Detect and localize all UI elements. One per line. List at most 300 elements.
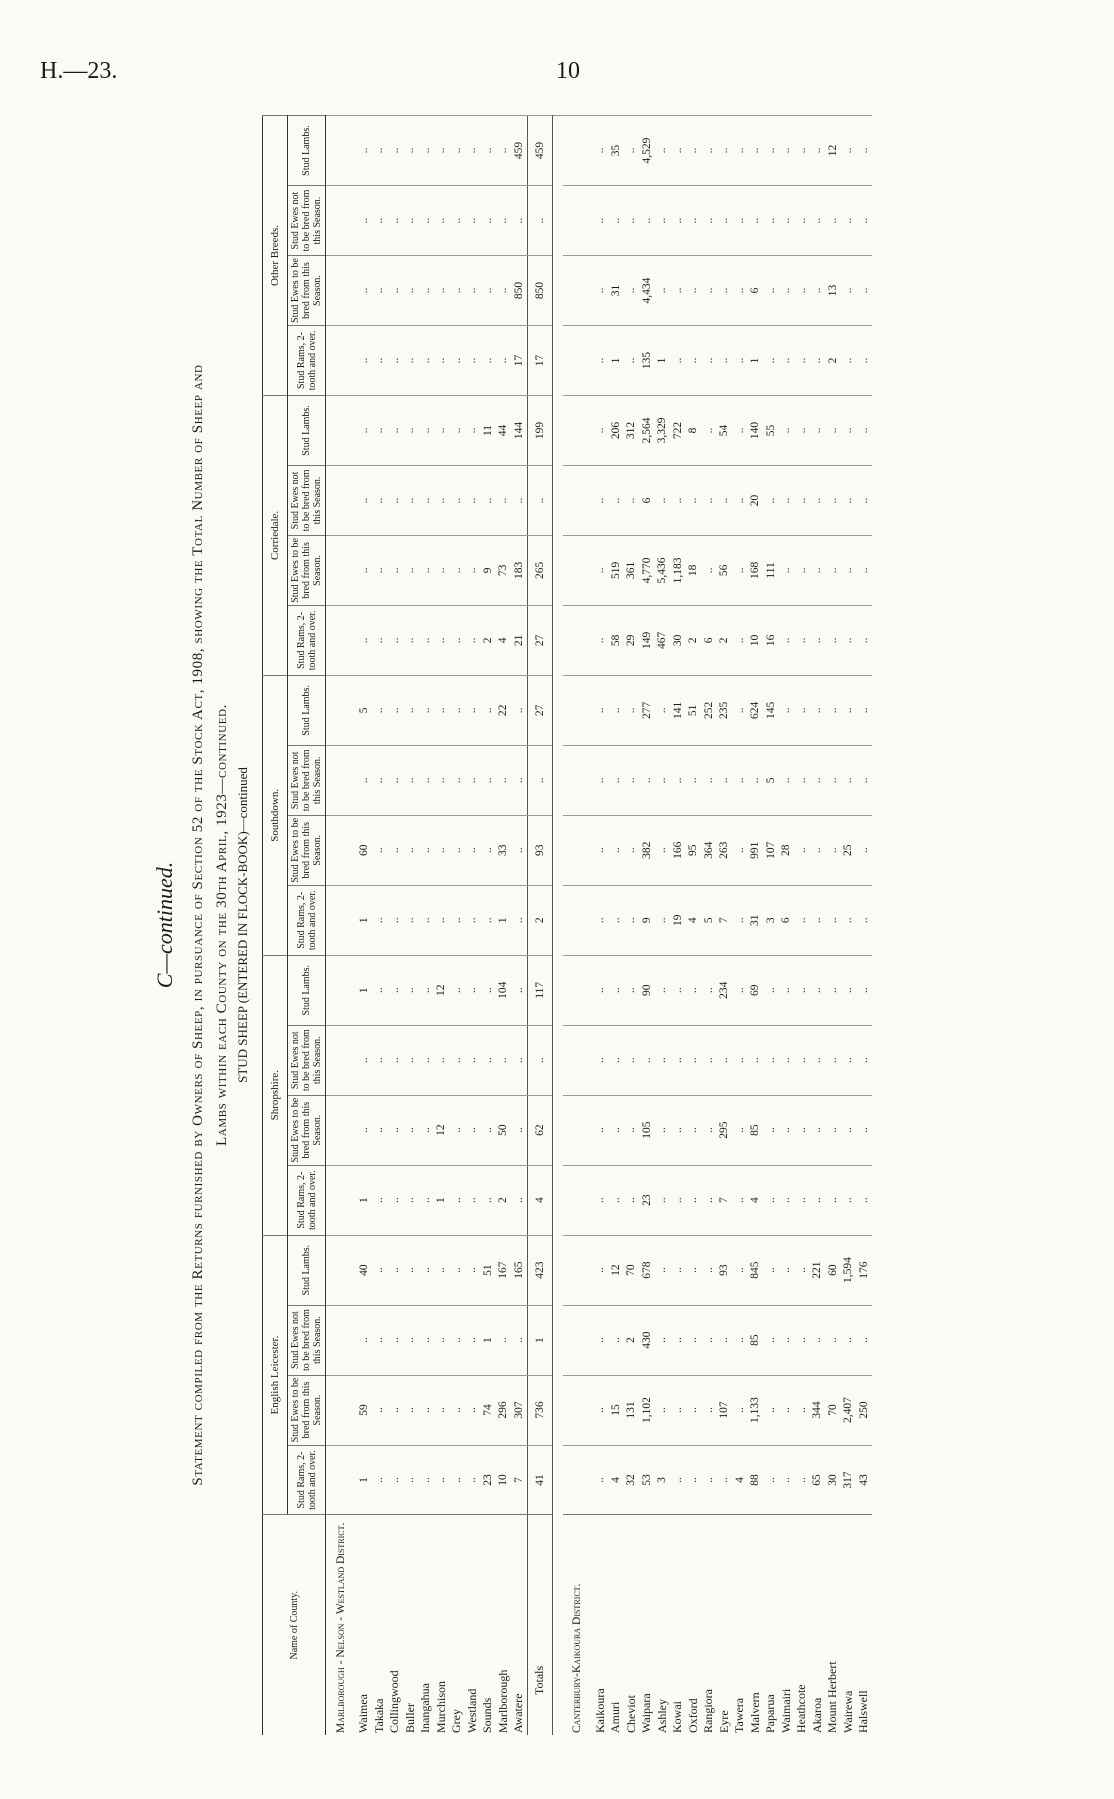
value-cell: ..	[670, 326, 686, 396]
empty-cell	[326, 1445, 357, 1515]
value-cell: ..	[655, 1305, 671, 1375]
value-cell: ..	[748, 745, 764, 815]
value-cell: ..	[841, 465, 857, 535]
value-cell: ..	[449, 885, 465, 955]
total-cell: 459	[527, 116, 552, 186]
value-cell: 176	[856, 1235, 872, 1305]
totals-label: Totals	[527, 1515, 552, 1735]
county-name: Takaka	[372, 1515, 388, 1735]
value-cell: ..	[511, 1095, 527, 1165]
value-cell: 845	[748, 1235, 764, 1305]
value-cell: ..	[779, 1095, 795, 1165]
value-cell: 5	[356, 675, 372, 745]
value-cell: ..	[403, 955, 419, 1025]
table-row	[763, 116, 779, 1736]
value-cell: ..	[686, 955, 702, 1025]
value-cell: ..	[779, 1445, 795, 1515]
value-cell: ..	[434, 326, 450, 396]
value-cell: ..	[841, 535, 857, 605]
value-cell: ..	[465, 885, 481, 955]
county-name: Mount Herbert	[825, 1515, 841, 1735]
value-cell: ..	[511, 675, 527, 745]
total-cell: 1	[527, 1305, 552, 1375]
value-cell: ..	[593, 465, 609, 535]
value-cell: ..	[593, 1025, 609, 1095]
subcolumn-header: Stud Ewes not to be bred from this Season.	[288, 186, 326, 256]
value-cell: ..	[356, 396, 372, 466]
total-cell: 27	[527, 675, 552, 745]
county-name: Wairewa	[841, 1515, 857, 1735]
value-cell: ..	[434, 396, 450, 466]
value-cell: ..	[763, 1305, 779, 1375]
value-cell: ..	[856, 815, 872, 885]
value-cell: ..	[418, 186, 434, 256]
value-cell: ..	[655, 1165, 671, 1235]
value-cell: ..	[372, 535, 388, 605]
value-cell: ..	[748, 1025, 764, 1095]
value-cell: ..	[593, 1165, 609, 1235]
value-cell: ..	[624, 745, 640, 815]
empty-cell	[326, 1305, 357, 1375]
value-cell: ..	[856, 1305, 872, 1375]
value-cell: ..	[387, 955, 403, 1025]
value-cell: ..	[449, 955, 465, 1025]
value-cell: ..	[387, 745, 403, 815]
value-cell: ..	[732, 1235, 748, 1305]
value-cell: ..	[403, 1235, 419, 1305]
value-cell: ..	[732, 256, 748, 326]
empty-cell	[326, 1025, 357, 1095]
value-cell: 54	[717, 396, 733, 466]
value-cell: ..	[418, 1025, 434, 1095]
value-cell: ..	[624, 326, 640, 396]
value-cell: ..	[856, 1095, 872, 1165]
value-cell: ..	[403, 605, 419, 675]
value-cell: 40	[356, 1235, 372, 1305]
county-name: Heathcote	[794, 1515, 810, 1735]
value-cell: ..	[387, 535, 403, 605]
value-cell: ..	[856, 116, 872, 186]
value-cell: 149	[639, 605, 655, 675]
value-cell: ..	[655, 116, 671, 186]
value-cell: 1	[434, 1165, 450, 1235]
table-row	[748, 116, 764, 1736]
value-cell: ..	[717, 326, 733, 396]
table-row	[387, 116, 403, 1736]
value-cell: ..	[810, 675, 826, 745]
value-cell: ..	[732, 1095, 748, 1165]
value-cell: ..	[779, 745, 795, 815]
subcolumn-header: Stud Ewes to be bred from this Season.	[288, 1375, 326, 1445]
value-cell: ..	[670, 1305, 686, 1375]
value-cell: 252	[701, 675, 717, 745]
value-cell: ..	[449, 396, 465, 466]
value-cell: 3	[763, 885, 779, 955]
table-row	[418, 116, 434, 1736]
value-cell: ..	[732, 745, 748, 815]
value-cell: ..	[387, 815, 403, 885]
value-cell: ..	[372, 116, 388, 186]
value-cell: ..	[701, 116, 717, 186]
table-row	[403, 116, 419, 1736]
value-cell: ..	[856, 605, 872, 675]
value-cell: ..	[449, 1305, 465, 1375]
county-name: Kowai	[670, 1515, 686, 1735]
value-cell: 69	[748, 955, 764, 1025]
value-cell: ..	[763, 1445, 779, 1515]
table-row	[434, 116, 450, 1736]
value-cell: ..	[403, 885, 419, 955]
table-row	[496, 116, 512, 1736]
value-cell: ..	[624, 465, 640, 535]
page-number: 10	[556, 58, 580, 84]
county-name: Waipara	[639, 1515, 655, 1735]
value-cell: ..	[387, 326, 403, 396]
value-cell: ..	[449, 1095, 465, 1165]
subcolumn-header: Stud Ewes not to be bred from this Season.	[288, 1305, 326, 1375]
value-cell: 312	[624, 396, 640, 466]
value-cell: ..	[856, 256, 872, 326]
value-cell: ..	[810, 116, 826, 186]
value-cell: ..	[794, 396, 810, 466]
value-cell: ..	[655, 955, 671, 1025]
value-cell: ..	[686, 116, 702, 186]
value-cell: ..	[372, 605, 388, 675]
value-cell: ..	[480, 745, 496, 815]
value-cell: ..	[810, 465, 826, 535]
value-cell: ..	[434, 605, 450, 675]
total-cell: 850	[527, 256, 552, 326]
value-cell: 29	[624, 605, 640, 675]
value-cell: ..	[701, 465, 717, 535]
table-row	[449, 116, 465, 1736]
empty-cell	[563, 535, 593, 605]
value-cell: ..	[810, 1025, 826, 1095]
value-cell: ..	[356, 605, 372, 675]
value-cell: ..	[779, 535, 795, 605]
value-cell: 5	[763, 745, 779, 815]
county-name: Sounds	[480, 1515, 496, 1735]
totals-row	[527, 116, 552, 1736]
value-cell: ..	[449, 1445, 465, 1515]
subcolumn-header: Stud Rams, 2-tooth and over.	[288, 885, 326, 955]
value-cell: ..	[670, 1375, 686, 1445]
value-cell: ..	[593, 1305, 609, 1375]
total-cell: 27	[527, 605, 552, 675]
value-cell: ..	[372, 1025, 388, 1095]
value-cell: ..	[434, 465, 450, 535]
value-cell: ..	[418, 605, 434, 675]
value-cell: ..	[496, 116, 512, 186]
value-cell: ..	[465, 1025, 481, 1095]
value-cell: ..	[763, 465, 779, 535]
value-cell: ..	[449, 326, 465, 396]
value-cell: 4	[748, 1165, 764, 1235]
stud-sheep-table	[262, 115, 872, 1735]
value-cell: 135	[639, 326, 655, 396]
value-cell: ..	[686, 1375, 702, 1445]
value-cell: 4	[608, 1445, 624, 1515]
value-cell: ..	[387, 605, 403, 675]
value-cell: 5,436	[655, 535, 671, 605]
value-cell: ..	[387, 1095, 403, 1165]
value-cell: ..	[624, 955, 640, 1025]
county-name: Inangahua	[418, 1515, 434, 1735]
county-name: Marlborough	[496, 1515, 512, 1735]
empty-cell	[563, 745, 593, 815]
value-cell: ..	[825, 605, 841, 675]
value-cell: ..	[732, 535, 748, 605]
value-cell: ..	[449, 675, 465, 745]
value-cell: ..	[686, 1445, 702, 1515]
value-cell: ..	[624, 675, 640, 745]
value-cell: ..	[686, 465, 702, 535]
empty-cell	[326, 326, 357, 396]
value-cell: ..	[825, 1165, 841, 1235]
total-cell: 423	[527, 1235, 552, 1305]
total-cell: 199	[527, 396, 552, 466]
empty-cell	[563, 256, 593, 326]
value-cell: ..	[763, 116, 779, 186]
value-cell: ..	[403, 186, 419, 256]
value-cell: ..	[655, 465, 671, 535]
empty-cell	[563, 1375, 593, 1445]
value-cell: ..	[732, 1025, 748, 1095]
value-cell: ..	[465, 1235, 481, 1305]
value-cell: ..	[717, 465, 733, 535]
value-cell: ..	[496, 1025, 512, 1095]
value-cell: 10	[748, 605, 764, 675]
value-cell: ..	[418, 885, 434, 955]
value-cell: ..	[511, 1305, 527, 1375]
table-row	[732, 116, 748, 1736]
value-cell: ..	[794, 256, 810, 326]
value-cell: ..	[356, 1095, 372, 1165]
value-cell: 295	[717, 1095, 733, 1165]
value-cell: ..	[480, 1025, 496, 1095]
value-cell: 317	[841, 1445, 857, 1515]
value-cell: ..	[624, 1165, 640, 1235]
value-cell: ..	[372, 396, 388, 466]
value-cell: ..	[856, 675, 872, 745]
table-row	[825, 116, 841, 1736]
value-cell: ..	[763, 256, 779, 326]
value-cell: ..	[387, 675, 403, 745]
value-cell: ..	[655, 745, 671, 815]
table-row	[608, 116, 624, 1736]
empty-cell	[563, 1305, 593, 1375]
value-cell: ..	[856, 396, 872, 466]
value-cell: 235	[717, 675, 733, 745]
value-cell: 2	[825, 326, 841, 396]
value-cell: 519	[608, 535, 624, 605]
value-cell: ..	[372, 1095, 388, 1165]
value-cell: ..	[670, 1445, 686, 1515]
value-cell: ..	[670, 186, 686, 256]
value-cell: ..	[655, 1025, 671, 1095]
value-cell: ..	[434, 535, 450, 605]
value-cell: ..	[810, 1165, 826, 1235]
value-cell: 307	[511, 1375, 527, 1445]
value-cell: ..	[624, 1095, 640, 1165]
subcolumn-header: Stud Ewes not to be bred from this Season.	[288, 465, 326, 535]
value-cell: 53	[639, 1445, 655, 1515]
value-cell: 30	[670, 605, 686, 675]
empty-cell	[563, 675, 593, 745]
value-cell: 19	[670, 885, 686, 955]
value-cell: ..	[593, 1375, 609, 1445]
value-cell: 234	[717, 955, 733, 1025]
value-cell: ..	[810, 885, 826, 955]
value-cell: ..	[465, 396, 481, 466]
subcolumn-header: Stud Rams, 2-tooth and over.	[288, 605, 326, 675]
value-cell: ..	[794, 186, 810, 256]
value-cell: ..	[465, 1445, 481, 1515]
value-cell: ..	[465, 465, 481, 535]
county-name: Oxford	[686, 1515, 702, 1735]
value-cell: ..	[387, 1235, 403, 1305]
value-cell: ..	[593, 116, 609, 186]
value-cell: ..	[701, 1235, 717, 1305]
empty-cell	[326, 256, 357, 326]
value-cell: ..	[748, 116, 764, 186]
value-cell: ..	[496, 186, 512, 256]
empty-cell	[326, 1235, 357, 1305]
value-cell: ..	[418, 1305, 434, 1375]
value-cell: ..	[465, 326, 481, 396]
value-cell: ..	[701, 745, 717, 815]
value-cell: 141	[670, 675, 686, 745]
value-cell: ..	[593, 396, 609, 466]
column-header-name: Name of County.	[263, 1515, 326, 1735]
value-cell: ..	[480, 675, 496, 745]
value-cell: ..	[732, 326, 748, 396]
value-cell: ..	[779, 605, 795, 675]
value-cell: ..	[732, 465, 748, 535]
value-cell: 65	[810, 1445, 826, 1515]
empty-cell	[326, 465, 357, 535]
empty-cell	[326, 1165, 357, 1235]
value-cell: ..	[794, 1305, 810, 1375]
value-cell: 10	[496, 1445, 512, 1515]
value-cell: ..	[511, 815, 527, 885]
value-cell: ..	[825, 465, 841, 535]
value-cell: 2	[624, 1305, 640, 1375]
value-cell: ..	[670, 1235, 686, 1305]
empty-cell	[563, 116, 593, 186]
value-cell: ..	[763, 1025, 779, 1095]
value-cell: ..	[593, 675, 609, 745]
value-cell: ..	[701, 1095, 717, 1165]
value-cell: ..	[608, 745, 624, 815]
value-cell: ..	[732, 605, 748, 675]
value-cell: ..	[779, 1375, 795, 1445]
value-cell: ..	[372, 1375, 388, 1445]
empty-cell	[326, 1095, 357, 1165]
value-cell: ..	[480, 116, 496, 186]
empty-cell	[563, 186, 593, 256]
value-cell: ..	[372, 256, 388, 326]
value-cell: ..	[387, 1445, 403, 1515]
empty-cell	[563, 815, 593, 885]
table-row	[465, 116, 481, 1736]
county-name: Westland	[465, 1515, 481, 1735]
district-heading: Canterbury-Kaikoura District.	[563, 1515, 593, 1735]
total-cell: 117	[527, 955, 552, 1025]
value-cell: 3,329	[655, 396, 671, 466]
value-cell: 2	[717, 605, 733, 675]
breed-header: Other Breeds.	[263, 116, 288, 396]
value-cell: ..	[624, 815, 640, 885]
value-cell: ..	[732, 885, 748, 955]
value-cell: ..	[593, 256, 609, 326]
value-cell: ..	[387, 1025, 403, 1095]
value-cell: ..	[372, 465, 388, 535]
empty-cell	[326, 675, 357, 745]
value-cell: ..	[701, 1445, 717, 1515]
value-cell: ..	[655, 885, 671, 955]
total-cell: ..	[527, 1025, 552, 1095]
empty-cell	[563, 326, 593, 396]
value-cell: ..	[810, 815, 826, 885]
value-cell: ..	[763, 955, 779, 1025]
value-cell: ..	[639, 745, 655, 815]
value-cell: ..	[810, 1305, 826, 1375]
value-cell: ..	[856, 1025, 872, 1095]
district-heading: Marlborough - Nelson - Westland District.	[326, 1515, 357, 1735]
value-cell: 12	[608, 1235, 624, 1305]
value-cell: 95	[686, 815, 702, 885]
value-cell: ..	[593, 326, 609, 396]
value-cell: ..	[418, 465, 434, 535]
value-cell: ..	[403, 256, 419, 326]
value-cell: ..	[763, 1375, 779, 1445]
value-cell: ..	[356, 326, 372, 396]
value-cell: ..	[670, 465, 686, 535]
value-cell: 1	[356, 1445, 372, 1515]
value-cell: ..	[496, 465, 512, 535]
value-cell: ..	[701, 326, 717, 396]
value-cell: ..	[794, 675, 810, 745]
value-cell: ..	[748, 186, 764, 256]
value-cell: ..	[418, 1165, 434, 1235]
value-cell: 51	[686, 675, 702, 745]
value-cell: 167	[496, 1235, 512, 1305]
value-cell: ..	[465, 1165, 481, 1235]
empty-cell	[326, 955, 357, 1025]
value-cell: ..	[403, 1305, 419, 1375]
value-cell: ..	[717, 256, 733, 326]
value-cell: 9	[639, 885, 655, 955]
value-cell: ..	[480, 815, 496, 885]
value-cell: ..	[372, 815, 388, 885]
value-cell: ..	[403, 1375, 419, 1445]
county-name: Ashley	[655, 1515, 671, 1735]
value-cell: ..	[779, 396, 795, 466]
value-cell: ..	[841, 326, 857, 396]
county-name: Eyre	[717, 1515, 733, 1735]
value-cell: 85	[748, 1095, 764, 1165]
value-cell: 107	[717, 1375, 733, 1445]
value-cell: ..	[701, 1025, 717, 1095]
value-cell: 1	[608, 326, 624, 396]
continued-heading: C—continued.	[152, 861, 177, 989]
value-cell: 467	[655, 605, 671, 675]
value-cell: 1	[480, 1305, 496, 1375]
value-cell: ..	[418, 745, 434, 815]
value-cell: ..	[825, 885, 841, 955]
value-cell: ..	[779, 186, 795, 256]
